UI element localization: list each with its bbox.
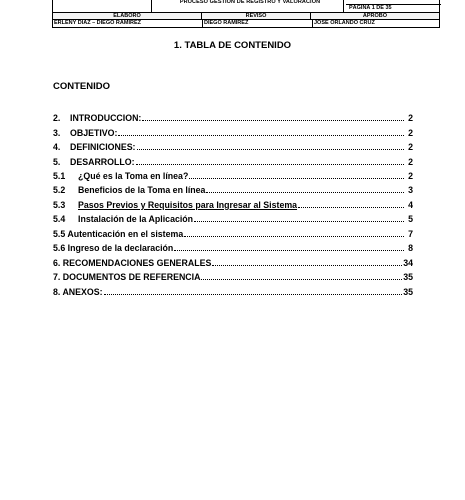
toc-entry-page: 7 (408, 228, 413, 239)
toc-entry-title: Pasos Previos y Requisitos para Ingresar al Sistema (78, 199, 298, 210)
toc-entry-page: 2 (408, 142, 413, 152)
toc-dot-leader (137, 149, 405, 150)
header-signature-headings (52, 12, 440, 19)
reviso-heading: REVISÓ (202, 13, 311, 19)
toc-entry-page: 34 (403, 257, 413, 268)
toc-entry-page: 35 (403, 286, 413, 297)
toc-entry-number: 3. (53, 127, 61, 138)
toc-entry-page: 3 (408, 185, 413, 195)
toc-entry-title: 8. ANEXOS: (53, 286, 103, 297)
toc-entry-title: DESARROLLO: (70, 156, 135, 167)
toc-entry[interactable] (53, 183, 413, 195)
toc-entry[interactable] (53, 140, 413, 152)
toc-entry[interactable] (53, 126, 413, 138)
reviso-name: DIEGO RAMIREZ (203, 20, 313, 27)
contenido-heading: CONTENIDO (53, 81, 110, 92)
toc-entry-title: Instalación de la Aplicación (78, 214, 194, 224)
toc-dot-leader (184, 236, 404, 237)
toc-entry-title: ¿Qué es la Toma en línea? (78, 170, 189, 181)
toc-entry-title: Beneficios de la Toma en línea (78, 185, 206, 195)
toc-entry-title: 6. RECOMENDACIONES GENERALES (53, 257, 212, 268)
toc-entry-page: 4 (408, 199, 413, 210)
toc-entry-number: 5.1 (53, 170, 66, 181)
toc-entry-number: 5. (53, 156, 61, 167)
toc-entry[interactable] (53, 198, 413, 210)
section-title: 1. TABLA DE CONTENIDO (173, 40, 292, 51)
elaboro-name: ERLENY DIAZ – DIEGO RAMIREZ (53, 20, 203, 27)
toc-entry-title: 7. DOCUMENTOS DE REFERENCIA (53, 272, 201, 282)
page-counter: PÁGINA 1 DE 35 (346, 4, 441, 12)
toc-entry-number: 5.4 (53, 214, 66, 224)
toc-dot-leader (194, 221, 404, 222)
toc-dot-leader (298, 207, 404, 208)
toc-entry-page: 5 (408, 214, 413, 224)
header-divider (343, 0, 344, 12)
toc-entry-title: INTRODUCCION: (70, 113, 142, 123)
toc-dot-leader (212, 265, 402, 266)
toc-dot-leader (206, 192, 404, 193)
elaboro-heading: ELABORÓ (53, 13, 202, 19)
toc-entry-page: 35 (403, 272, 413, 282)
aprobo-heading: APROBÓ (362, 13, 388, 19)
toc-dot-leader (104, 294, 403, 295)
toc-dot-leader (142, 120, 404, 121)
toc-dot-leader (189, 178, 404, 179)
toc-entry-page: 8 (408, 243, 413, 253)
toc-entry-number: 5.2 (53, 185, 66, 195)
toc-entry[interactable] (53, 270, 413, 282)
toc-dot-leader (136, 164, 404, 165)
toc-entry[interactable] (53, 285, 413, 297)
document-header-table (52, 0, 440, 28)
toc-entry-number: 4. (53, 142, 61, 152)
toc-entry-number: 2. (53, 113, 61, 123)
toc-entry[interactable] (53, 227, 413, 239)
toc-entry[interactable] (53, 256, 413, 268)
toc-dot-leader (174, 250, 404, 251)
aprobo-name: JOSE ORLANDO CRUZ (314, 20, 375, 26)
toc-dot-leader (118, 135, 404, 136)
toc-entry[interactable] (53, 212, 413, 224)
toc-entry[interactable] (53, 241, 413, 253)
toc-entry-page: 2 (408, 113, 413, 123)
header-divider (151, 0, 152, 12)
header-top-row (52, 0, 440, 12)
toc-entry-page: 2 (408, 127, 413, 138)
toc-entry-number: 5.3 (53, 199, 66, 210)
toc-entry-title: OBJETIVO: (70, 127, 118, 138)
header-signature-names (52, 19, 440, 28)
toc-entry[interactable] (53, 169, 413, 181)
toc-entry-title: 5.5 Autenticación en el sistema (53, 228, 184, 239)
toc-dot-leader (201, 279, 402, 280)
toc-entry-page: 2 (408, 170, 413, 181)
toc-entry-page: 2 (408, 156, 413, 167)
toc-entry-title: 5.6 Ingreso de la declaración (53, 243, 174, 253)
toc-entry[interactable] (53, 155, 413, 167)
toc-entry-title: DEFINICIONES: (70, 142, 136, 152)
toc-entry[interactable] (53, 111, 413, 123)
process-title: PROCESO GESTIÓN DE REGISTRO Y VALORACIÓN (179, 0, 321, 4)
